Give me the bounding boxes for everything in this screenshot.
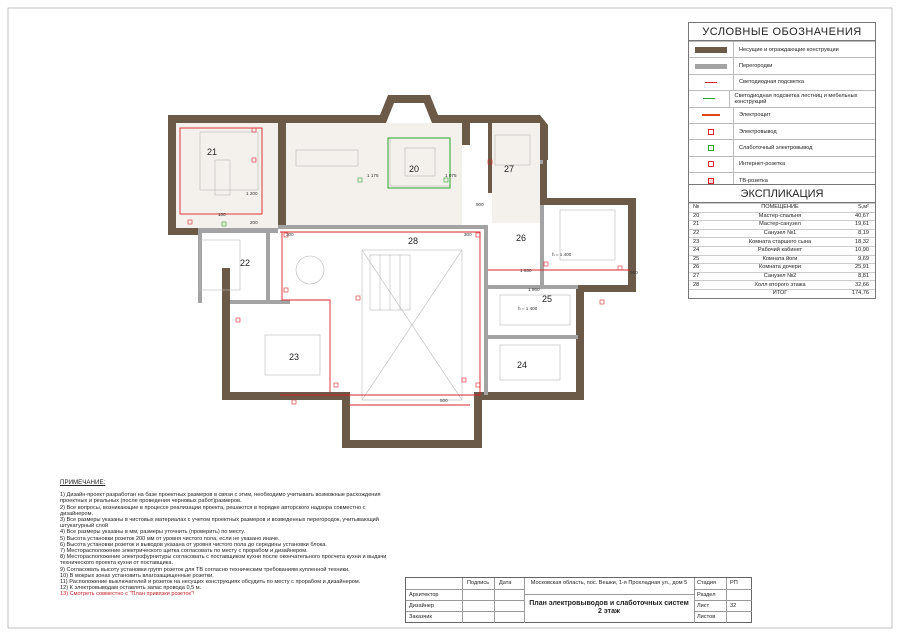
note-line: 2) Все вопросы, возникающие в процессе реализации проекта, решаются в порядке авторского надзора совместно с дизайнером.	[60, 504, 366, 517]
table-row: 26 Комната дочери 25,91	[689, 264, 875, 273]
legend-row: Перегородки	[689, 57, 875, 73]
svg-text:500: 500	[440, 398, 448, 403]
explication-title: ЭКСПЛИКАЦИЯ	[689, 185, 875, 203]
svg-text:1 175: 1 175	[367, 173, 379, 178]
svg-text:1 960: 1 960	[528, 287, 540, 292]
table-row: 21 Мастер-санузел 19,61	[689, 221, 875, 230]
legend-row: Светодиодная подсветка	[689, 74, 875, 90]
title-block	[405, 577, 752, 623]
legend-title: УСЛОВНЫЕ ОБОЗНАЧЕНИЯ	[689, 23, 875, 41]
svg-text:300: 300	[630, 270, 638, 275]
stamp-role-client: Заказчик	[409, 614, 432, 620]
svg-text:h = 1 400: h = 1 400	[518, 306, 538, 311]
legend-row: Светодиодная подсветка лестниц и мебельных конструкций	[689, 90, 875, 106]
legend-row: Интернет-розетка	[689, 156, 875, 172]
note-highlight: 13) Смотреть совместно с "План привязки розеток"!	[60, 591, 195, 598]
note-line: 3) Все размеры указаны в чистовых материалах с учетом проектных размеров и возведенных перегородок, учитывающий штукатурный слой	[60, 517, 379, 530]
table-row: 24 Рабочий кабинет 10,90	[689, 246, 875, 255]
tv-socket-icon	[708, 178, 714, 184]
table-row: 22 Санузел №1 8,19	[689, 229, 875, 238]
room-label-24: 24	[517, 360, 528, 370]
note-line: 9) Согласовать высоту установки групп розеток для ТВ согласно техническим требованиям купленной техники.	[60, 566, 350, 573]
notes-title: ПРИМЕЧАНИЕ:	[60, 479, 106, 486]
room-label-26: 26	[516, 233, 527, 243]
stamp-role-designer: Дизайнер	[409, 603, 435, 609]
svg-text:1 200: 1 200	[246, 191, 258, 196]
stamp-drawing-title: План электровыводов и слаботочных систем 2 этаж	[529, 600, 689, 615]
note-line: 11) Расположение выключателей и розеток на несущих конструкциях обсудить по месту с прорабом и дизайнером.	[60, 579, 361, 586]
stamp-date-header: Дата	[499, 580, 512, 586]
note-line: 7) Месторасположение электрического щитка согласовать по месту с прорабом и дизайнером.	[60, 548, 308, 555]
electric-outlet-red-icon	[708, 129, 714, 135]
low-current-outlet-green-icon	[708, 145, 714, 151]
stamp-stage-value: РП	[730, 580, 738, 586]
note-line: 4) Все размеры указаны в мм, размеры уточнить (проверить) по месту.	[60, 529, 246, 536]
svg-text:200: 200	[250, 220, 258, 225]
room-label-20: 20	[409, 164, 420, 174]
table-row: 23 Комната старшего сына 18,32	[689, 238, 875, 247]
floor-fill	[176, 123, 540, 228]
internet-socket-icon	[708, 161, 714, 167]
note-line: 1) Дизайн-проект разработан на базе проектных размеров в связи с этим, необходимо учитывать возможные расхождения проектных и реальных (после проведения черновых работ)размеров.	[60, 492, 381, 505]
room-label-21: 21	[207, 147, 218, 157]
legend-row: ТВ-розетка	[689, 172, 875, 188]
room-label-27: 27	[504, 164, 515, 174]
table-row: 27 Санузел №2 8,81	[689, 272, 875, 281]
stamp-address: Московская область, пос. Вешки, 1-я Прохладная ул., дом 5	[530, 580, 688, 586]
total-row: ИТОГ 174,76	[689, 289, 875, 297]
table-row: 28 Холл второго этажа 32,66	[689, 281, 875, 290]
note-line: 6) Высота установки розеток и выводов указана от уровня чистого пола до середины установки блока.	[60, 541, 327, 548]
led-line-red-icon	[705, 82, 717, 83]
room-label-25: 25	[542, 294, 553, 304]
stamp-role-architect: Архитектор	[409, 592, 439, 598]
legend-table	[688, 22, 876, 190]
svg-text:1 630: 1 630	[520, 268, 532, 273]
explication-header-row: № ПОМЕЩЕНИЕ S,м²	[689, 204, 875, 213]
note-line: 8) Месторасположение электрофурнитуры согласовать с поставщиком кухни после окончательного просчета кухни и выдачи технического проекта кухни от поставщика.	[60, 554, 387, 567]
svg-text:100: 100	[218, 212, 226, 217]
bearing-wall-swatch	[695, 47, 727, 53]
note-line: 12) К электровыводам оставлять запас провода 0,5 м.	[60, 585, 202, 592]
notes-block	[60, 480, 390, 598]
stamp-sign-header: Подпись	[467, 580, 490, 586]
legend-row: Электрощит	[689, 107, 875, 123]
svg-text:1 075: 1 075	[445, 173, 457, 178]
svg-text:900: 900	[476, 202, 484, 207]
room-label-22: 22	[240, 258, 251, 268]
svg-text:h = 1 400: h = 1 400	[552, 252, 572, 257]
svg-text:300: 300	[286, 232, 294, 237]
legend-row: Слаботочный электровывод	[689, 139, 875, 155]
stamp-sheet-value: 32	[730, 603, 737, 609]
led-line-green-icon	[703, 98, 715, 99]
electric-panel-icon	[702, 114, 720, 116]
note-line: 10) В мокрых зонах установить влагозащищенные розетки.	[60, 572, 214, 579]
stamp-section-label: Раздел	[697, 592, 716, 598]
room-label-28: 28	[408, 236, 419, 246]
explication-table	[688, 184, 876, 299]
table-row: 25 Комната йоги 9,69	[689, 255, 875, 264]
legend-row: Электровывод	[689, 123, 875, 139]
svg-text:300: 300	[464, 232, 472, 237]
room-label-23: 23	[289, 352, 300, 362]
stamp-sheets-label: Листов	[697, 614, 716, 620]
table-row: 20 Мастер-спальня 40,67	[689, 212, 875, 221]
stamp-stage-label: Стадия	[697, 580, 717, 586]
stamp-sheet-label: Лист	[697, 603, 710, 609]
note-line: 5) Высота установки розеток 200 мм от уровня чистого пола, если не указано иначе.	[60, 535, 280, 542]
legend-row: Несущие и ограждающие конструкции	[689, 41, 875, 57]
partition-swatch	[695, 64, 727, 69]
